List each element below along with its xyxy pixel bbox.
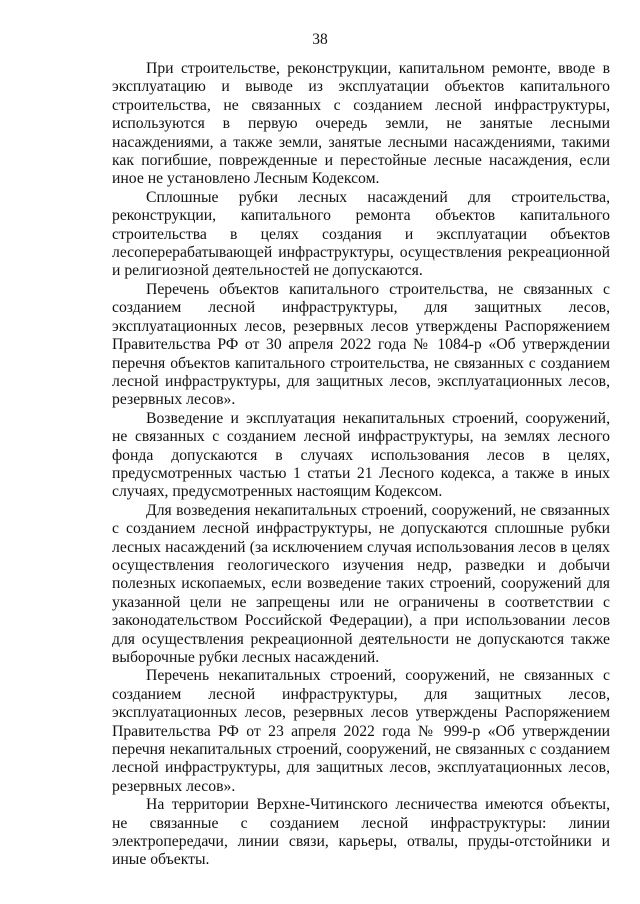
paragraph-6: Перечень некапитальных строений, сооружений, не связанных с созданием лесной инфраструктуры, для защитных лесов, эксплуатационных лесов, резервных лесов утверждены Распоряжением Правительства РФ от 23 апреля 2022 года № 999-р «Об утверждении перечня некапитальных строений, сооружений, не связанных с созданием лесной инфраструктуры, для защитных лесов, эксплуатационных лесов, резервных лесов». [112, 667, 610, 795]
paragraph-4: Возведение и эксплуатация некапитальных строений, сооружений, не связанных с созданием лесной инфраструктуры, на землях лесного фонда допускаются в случаях использования лесов в целях, предусмотренных частью 1 статьи 21 Лесного кодекса, а также в иных случаях, предусмотренных настоящим Кодексом. [112, 409, 610, 501]
paragraph-7: На территории Верхне-Читинского лесничества имеются объекты, не связанные с созданием лесной инфраструктуры: линии электропередачи, линии связи, карьеры, отвалы, пруды-отстойники и иные объекты. [112, 796, 610, 869]
paragraph-3: Перечень объектов капитального строительства, не связанных с созданием лесной инфраструктуры, для защитных лесов, эксплуатационных лесов, резервных лесов утверждены Распоряжением Правительства РФ от 30 апреля 2022 года № 1084-р «Об утверждении перечня объектов капитального строительства, не связанных с созданием лесной инфраструктуры, для защитных лесов, эксплуатационных лесов, резервных лесов». [112, 280, 610, 409]
body-text [112, 60, 610, 870]
paragraph-1: При строительстве, реконструкции, капитальном ремонте, вводе в эксплуатацию и выводе из эксплуатации объектов капитального строительства, не связанных с созданием лесной инфраструктуры, используются в первую очередь земли, не занятые лесными насаждениями, а также земли, занятые лесными насаждениями, такими как погибшие, поврежденные и перестойные лесные насаждения, если иное не установлено Лесным Кодексом. [112, 60, 610, 188]
page-number: 38 [312, 31, 328, 48]
paragraph-5: Для возведения некапитальных строений, сооружений, не связанных с созданием лесной инфраструктуры, не допускаются сплошные рубки лесных насаждений (за исключением случая использования лесов в целях осуществления геологического изучения недр, разведки и добычи полезных ископаемых, если возведение таких строений, сооружений для указанной цели не запрещены или не ограничены в соответствии с законодательством Российской Федерации), а при использовании лесов для осуществления рекреационной деятельности не допускаются также выборочные рубки лесных насаждений. [112, 501, 610, 666]
paragraph-2: Сплошные рубки лесных насаждений для строительства, реконструкции, капитального ремонта объектов капитального строительства в целях создания и эксплуатации объектов лесоперерабатывающей инфраструктуры, осуществления рекреационной и религиозной деятельностей не допускаются. [112, 188, 610, 280]
